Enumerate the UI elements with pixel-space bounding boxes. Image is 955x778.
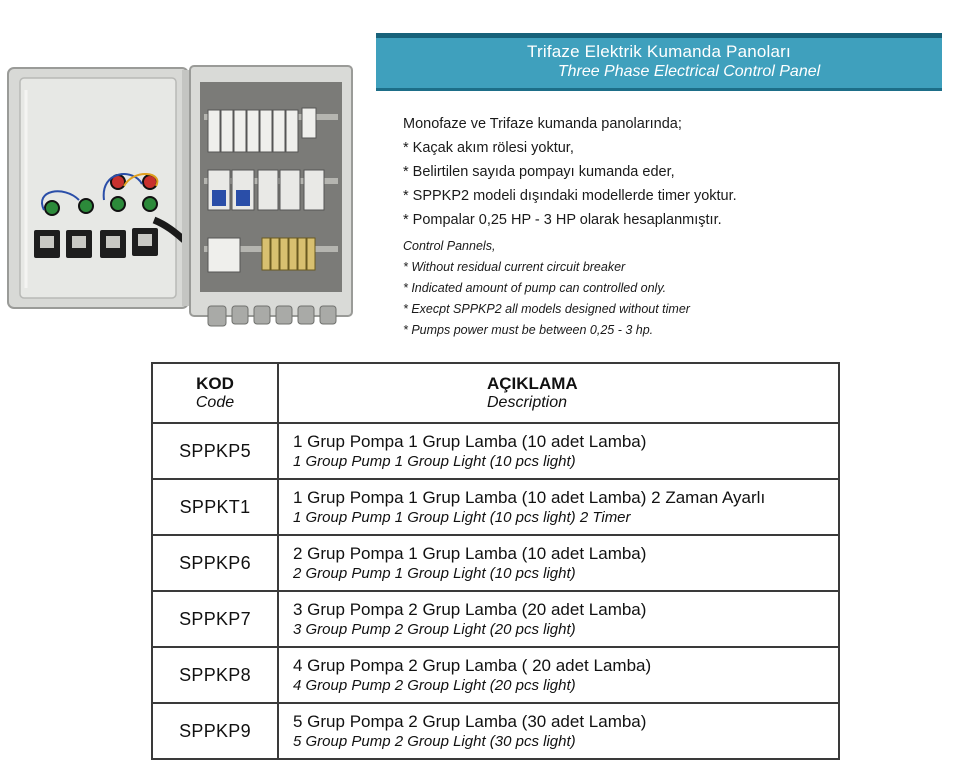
product-description-tr: 5 Grup Pompa 2 Grup Lamba (30 adet Lamba) bbox=[293, 712, 647, 731]
banner-title-tr: Trifaze Elektrik Kumanda Panoları bbox=[527, 42, 791, 61]
product-description-en: 5 Group Pump 2 Group Light (30 pcs light) bbox=[293, 733, 576, 750]
product-description-en: 3 Group Pump 2 Group Light (20 pcs light) bbox=[293, 621, 576, 638]
product-description bbox=[278, 535, 839, 591]
banner-title-en: Three Phase Electrical Control Panel bbox=[557, 63, 821, 80]
product-description bbox=[278, 591, 839, 647]
description-header-tr: AÇIKLAMA bbox=[487, 374, 578, 393]
product-description-tr: 1 Grup Pompa 1 Grup Lamba (10 adet Lamba) bbox=[293, 432, 647, 451]
product-code: SPPKP6 bbox=[152, 535, 278, 591]
product-description-en: 4 Group Pump 2 Group Light (20 pcs light) bbox=[293, 677, 576, 694]
description-tr-line: * Kaçak akım rölesi yoktur, bbox=[403, 140, 574, 156]
title-banner bbox=[376, 33, 942, 91]
table-row bbox=[152, 591, 839, 647]
table-row bbox=[152, 535, 839, 591]
description-en-line: * Execpt SPPKP2 all models designed without timer bbox=[403, 302, 690, 316]
table-row bbox=[152, 423, 839, 479]
product-code: SPPKT1 bbox=[152, 479, 278, 535]
description-en bbox=[403, 236, 943, 341]
product-code: SPPKP5 bbox=[152, 423, 278, 479]
table-row bbox=[152, 479, 839, 535]
product-code-table bbox=[151, 362, 840, 760]
product-code: SPPKP9 bbox=[152, 703, 278, 759]
product-description-en: 1 Group Pump 1 Group Light (10 pcs light) 2 Timer bbox=[293, 509, 631, 526]
description-en-line: * Without residual current circuit breaker bbox=[403, 260, 626, 274]
product-description-tr: 1 Grup Pompa 1 Grup Lamba (10 adet Lamba) 2 Zaman Ayarlı bbox=[293, 488, 766, 507]
product-description-en: 1 Group Pump 1 Group Light (10 pcs light) bbox=[293, 453, 576, 470]
control-panel-photo bbox=[4, 60, 356, 338]
description-en-line: * Pumps power must be between 0,25 - 3 hp. bbox=[403, 323, 654, 337]
code-header-en: Code bbox=[195, 394, 235, 411]
description-tr-line: * Pompalar 0,25 HP - 3 HP olarak hesaplanmıştır. bbox=[403, 212, 722, 228]
code-column-header bbox=[152, 363, 278, 423]
description-en-line: Control Pannels, bbox=[403, 239, 496, 253]
description-header-en: Description bbox=[487, 394, 568, 411]
product-description bbox=[278, 423, 839, 479]
product-code: SPPKP7 bbox=[152, 591, 278, 647]
description-tr-line: * Belirtilen sayıda pompayı kumanda eder, bbox=[403, 164, 675, 180]
product-description-tr: 4 Grup Pompa 2 Grup Lamba ( 20 adet Lamba) bbox=[293, 656, 652, 675]
description-tr bbox=[403, 112, 943, 232]
code-header-tr: KOD bbox=[196, 374, 234, 393]
product-code: SPPKP8 bbox=[152, 647, 278, 703]
description-tr-line: * SPPKP2 modeli dışındaki modellerde timer yoktur. bbox=[403, 188, 737, 204]
product-description bbox=[278, 479, 839, 535]
product-description-en: 2 Group Pump 1 Group Light (10 pcs light) bbox=[293, 565, 576, 582]
product-description bbox=[278, 703, 839, 759]
product-description-tr: 3 Grup Pompa 2 Grup Lamba (20 adet Lamba) bbox=[293, 600, 647, 619]
table-row bbox=[152, 703, 839, 759]
table-header-row bbox=[152, 363, 839, 423]
product-description bbox=[278, 647, 839, 703]
product-description-tr: 2 Grup Pompa 1 Grup Lamba (10 adet Lamba) bbox=[293, 544, 647, 563]
description-column-header bbox=[278, 363, 839, 423]
description-en-line: * Indicated amount of pump can controlled only. bbox=[403, 281, 667, 295]
table-row bbox=[152, 647, 839, 703]
description-tr-line: Monofaze ve Trifaze kumanda panolarında; bbox=[403, 116, 682, 132]
